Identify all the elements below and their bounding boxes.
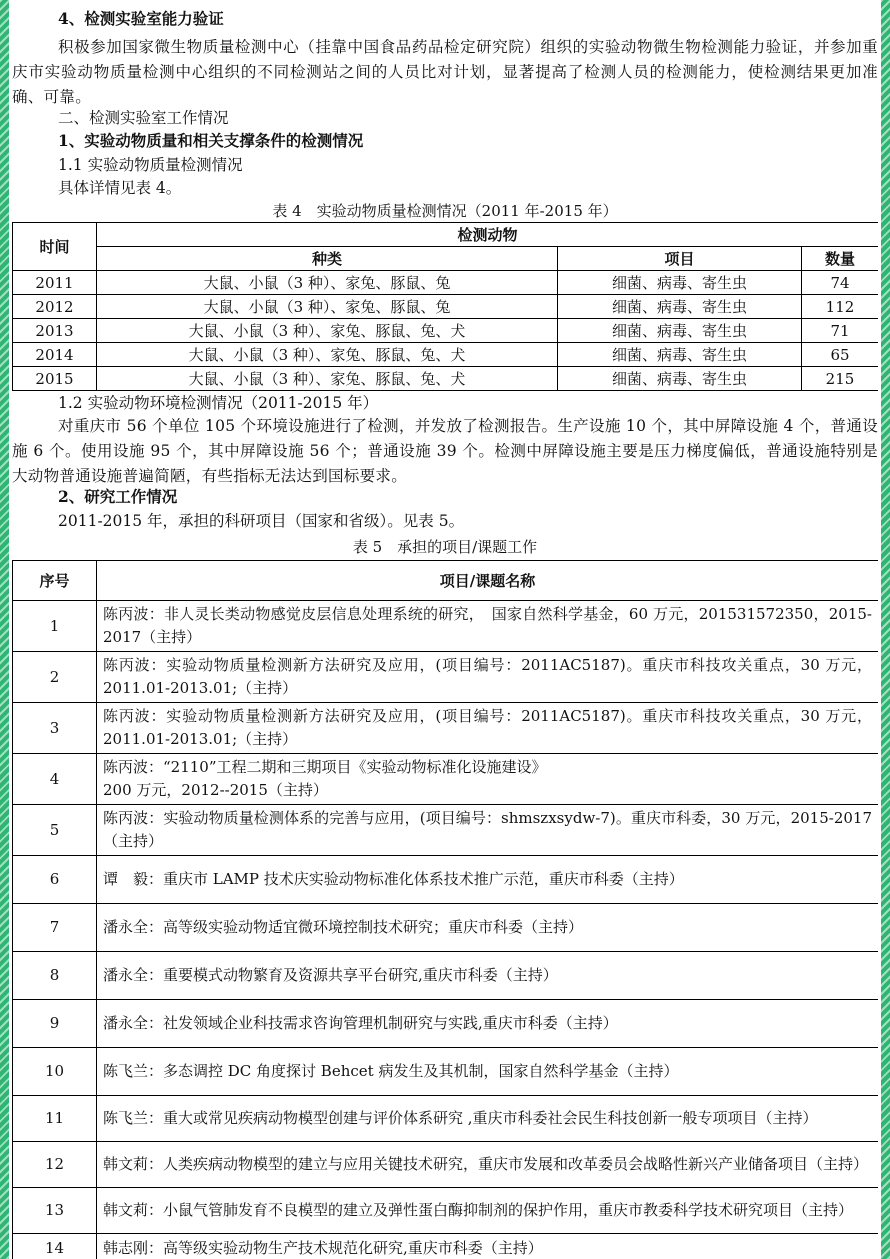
table-4-cell-species: 大鼠、小鼠（3 种）、家兔、豚鼠、兔、犬 [97,343,558,367]
table-row [13,805,879,856]
heading-lab-proficiency: 4、检测实验室能力验证 [58,9,224,28]
table-4-header-item: 项目 [558,247,802,271]
table-4-cell-item: 细菌、病毒、寄生虫 [558,319,802,343]
table-row [13,1096,879,1142]
table-row [13,367,879,391]
right-decorative-border [881,0,890,1259]
table-4-cell-item: 细菌、病毒、寄生虫 [558,367,802,391]
table-5-cell-text: 陈丙波：“2110”工程二期和三期项目《实验动物标准化设施建设》 [103,758,547,776]
table-4-cell-count: 112 [802,295,879,319]
table-5-cell-name [97,652,879,703]
paragraph-research-work: 2011-2015 年，承担的科研项目（国家和省级）。见表 5。 [58,512,465,530]
table-row [13,601,879,652]
table-5-cell-no: 1 [13,601,97,652]
table-4-caption: 表 4 实验动物质量检测情况（2011 年-2015 年） [272,202,618,220]
table-4-cell-count: 74 [802,271,879,295]
table-row [13,652,879,703]
table-5-cell-no: 7 [13,904,97,952]
table-5-cell-name [97,805,879,856]
table-4-cell-year: 2015 [13,367,97,391]
table-5-cell-text: 韩文莉：小鼠气管肺发育不良模型的建立及弹性蛋白酶抑制剂的保护作用，重庆市教委科学技术研究项目（主持） [103,1201,854,1219]
table-5-cell-text: 陈丙波：实验动物质量检测新方法研究及应用，(项目编号：2011AC5187)。重庆市科技攻关重点，30 万元，2011.01-2013.01;（主持） [103,656,872,697]
heading-research-work: 2、研究工作情况 [58,487,178,506]
table-5 [12,560,878,1259]
table-4-header-group: 检测动物 [97,223,879,247]
table-row [13,952,879,1000]
table-row [13,1048,879,1096]
table-5-header-no: 序号 [13,561,97,601]
table-5-cell-no: 6 [13,856,97,904]
table-4-cell-year: 2013 [13,319,97,343]
table-5-cell-text: 陈丙波：实验动物质量检测体系的完善与应用，(项目编号：shmszxsydw-7)。重庆市科委，30 万元，2015-2017（主持） [103,809,872,850]
table-row [13,1188,879,1234]
table-row [13,319,879,343]
table-5-caption: 表 5 承担的项目/课题工作 [352,538,538,556]
table-4-cell-count: 71 [802,319,879,343]
table-4-cell-item: 细菌、病毒、寄生虫 [558,343,802,367]
document-page [12,0,878,1259]
table-row [13,754,879,805]
table-4-cell-species: 大鼠、小鼠（3 种）、家兔、豚鼠、兔 [97,271,558,295]
table-4-cell-item: 细菌、病毒、寄生虫 [558,271,802,295]
table-5-cell-text: 陈飞兰：多态调控 DC 角度探讨 Behcet 病发生及其机制，国家自然科学基金（主持） [103,1062,679,1080]
table-row [13,1234,879,1259]
table-5-cell-no: 9 [13,1000,97,1048]
table-5-cell-text: 潘永全：社发领域企业科技需求咨询管理机制研究与实践,重庆市科委（主持） [103,1014,618,1032]
table-4-cell-count: 215 [802,367,879,391]
table-5-cell-no: 11 [13,1096,97,1142]
heading-animal-quality-testing: 1、实验动物质量和相关支撑条件的检测情况 [58,131,364,150]
table-4-header-time: 时间 [13,223,97,271]
table-5-cell-name [97,1096,879,1142]
table-5-cell-name [97,601,879,652]
table-5-cell-name [97,1234,879,1259]
table-4-cell-species: 大鼠、小鼠（3 种）、家兔、豚鼠、兔 [97,295,558,319]
table-5-cell-name [97,1142,879,1188]
table-5-cell-text: 韩文莉：人类疾病动物模型的建立与应用关键技术研究，重庆市发展和改革委员会战略性新兴产业储备项目（主持） [103,1155,869,1173]
table-5-cell-no: 14 [13,1234,97,1259]
table-row [13,1142,879,1188]
table-5-cell-no: 2 [13,652,97,703]
table-5-cell-no: 12 [13,1142,97,1188]
table-5-cell-text-line2: 200 万元，2012--2015（主持） [103,781,328,799]
table-4-cell-year: 2014 [13,343,97,367]
table-4-header-species: 种类 [97,247,558,271]
table-row [13,295,879,319]
table-4-cell-count: 65 [802,343,879,367]
paragraph-proficiency: 积极参加国家微生物质量检测中心（挂靠中国食品药品检定研究院）组织的实验动物微生物检测能力验证，并参加重庆市实验动物质量检测中心组织的不同检测站之间的人员比对计划，显著提高了检测人员的检测能力，使检测结果更加准确、可靠。 [12,38,878,106]
table-5-cell-text: 陈丙波：实验动物质量检测新方法研究及应用，(项目编号：2011AC5187)。重庆市科技攻关重点，30 万元，2011.01-2013.01;（主持） [103,707,872,748]
table-5-cell-no: 8 [13,952,97,1000]
table-5-cell-text: 韩志刚：高等级实验动物生产技术规范化研究,重庆市科委（主持） [103,1239,543,1257]
table-5-cell-text: 陈丙波：非人灵长类动物感觉皮层信息处理系统的研究， 国家自然科学基金，60 万元，201531572350，2015-2017（主持） [103,605,872,646]
table-row [13,856,879,904]
table-4 [12,222,878,391]
table-5-cell-name [97,856,879,904]
table-row [13,904,879,952]
table-row [13,271,879,295]
table-4-cell-year: 2012 [13,295,97,319]
table-5-cell-name [97,754,879,805]
table-5-cell-no: 3 [13,703,97,754]
table-4-cell-item: 细菌、病毒、寄生虫 [558,295,802,319]
table-5-cell-name [97,904,879,952]
table-5-cell-name [97,1000,879,1048]
table-4-cell-year: 2011 [13,271,97,295]
table-4-header-count: 数量 [802,247,879,271]
left-decorative-border [0,0,9,1259]
table-5-header-name: 项目/课题名称 [97,561,879,601]
table-row [13,703,879,754]
table-5-cell-name [97,1188,879,1234]
table-4-cell-species: 大鼠、小鼠（3 种）、家兔、豚鼠、兔、犬 [97,319,558,343]
heading-environment-testing: 1.2 实验动物环境检测情况（2011-2015 年） [58,394,379,412]
table-5-cell-text: 谭 毅：重庆市 LAMP 技术庆实验动物标准化体系技术推广示范，重庆市科委（主持） [103,870,684,888]
table-5-cell-no: 13 [13,1188,97,1234]
paragraph-environment-testing: 对重庆市 56 个单位 105 个环境设施进行了检测，并发放了检测报告。生产设施 10 个，其中屏障设施 4 个，普通设施 6 个。使用设施 95 个，其中屏障设施 56 个；普通设施 39 个。检测中屏障设施主要是压力梯度偏低，普通设施特别是大动物普通设施普遍简陋，有些指标无法达到国标要求。 [12,417,878,485]
table-5-cell-text: 陈飞兰：重大或常见疾病动物模型创建与评价体系研究 ,重庆市科委社会民生科技创新一般专项项目（主持） [103,1109,818,1127]
table-row [13,343,879,367]
heading-lab-work: 二、检测实验室工作情况 [58,109,229,127]
table-row [13,1000,879,1048]
heading-quality-testing-status: 1.1 实验动物质量检测情况 [58,156,243,174]
table-5-cell-name [97,952,879,1000]
table-4-cell-species: 大鼠、小鼠（3 种）、家兔、豚鼠、兔、犬 [97,367,558,391]
table-5-cell-no: 10 [13,1048,97,1096]
table-5-cell-no: 5 [13,805,97,856]
see-table-4-text: 具体详情见表 4。 [58,179,182,197]
table-5-cell-name [97,1048,879,1096]
table-5-cell-name [97,703,879,754]
table-5-cell-no: 4 [13,754,97,805]
table-5-cell-text: 潘永全：高等级实验动物适宜微环境控制技术研究；重庆市科委（主持） [103,918,584,936]
table-5-cell-text: 潘永全：重要模式动物繁育及资源共享平台研究,重庆市科委（主持） [103,966,558,984]
